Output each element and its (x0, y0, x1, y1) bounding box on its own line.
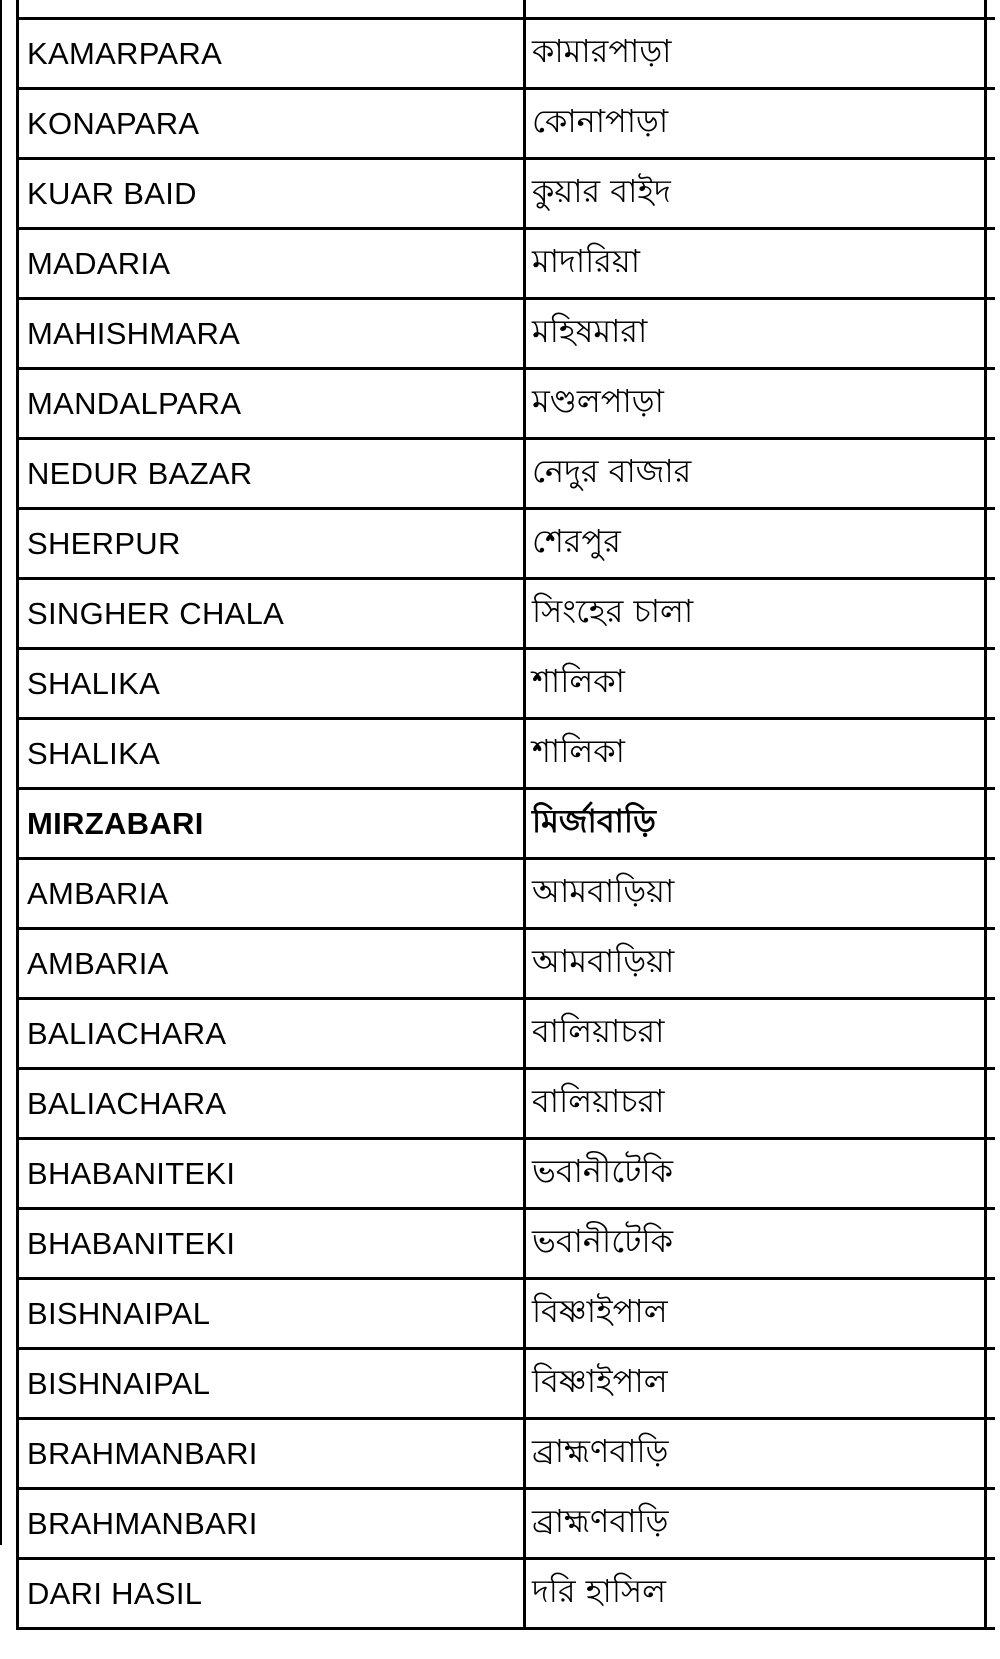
english-name-cell: KUAR BAID (18, 159, 525, 229)
bengali-name-cell: মহিষমারা (525, 299, 986, 369)
bengali-name-cell: ব্রাহ্মণবাড়ি (525, 1489, 986, 1559)
english-name-cell: MADARIA (18, 229, 525, 299)
english-name-cell: MANDALPARA (18, 369, 525, 439)
bengali-name-cell: বালিয়াচরা (525, 999, 986, 1069)
table-row (18, 1069, 996, 1139)
bengali-name-cell: শেরপুর (525, 509, 986, 579)
clipped-next-column (986, 299, 996, 369)
clipped-next-column (986, 159, 996, 229)
bengali-name-cell: মাদারিয়া (525, 229, 986, 299)
bengali-name-cell: ব্রাহ্মণবাড়ি (525, 1419, 986, 1489)
clipped-next-column (986, 579, 996, 649)
english-name-cell: AMBARIA (18, 859, 525, 929)
english-name-cell: BHABANITEKI (18, 1209, 525, 1279)
english-name-cell: KAMARPARA (18, 19, 525, 89)
clipped-next-column (986, 929, 996, 999)
bengali-name-cell: শালিকা (525, 719, 986, 789)
clipped-next-column (986, 1209, 996, 1279)
table-row (18, 999, 996, 1069)
english-name-cell: SHERPUR (18, 509, 525, 579)
english-name-cell: MIRZABARI (18, 789, 525, 859)
clipped-next-column (986, 1419, 996, 1489)
bengali-name-cell: মির্জাবাড়ি (525, 789, 986, 859)
clipped-next-column (986, 1349, 996, 1419)
table-row (18, 439, 996, 509)
table-row (18, 299, 996, 369)
bengali-name-cell: ভবানীটেকি (525, 1139, 986, 1209)
table-row (18, 369, 996, 439)
english-name-cell: BALIACHARA (18, 999, 525, 1069)
english-name-cell: AMBARIA (18, 929, 525, 999)
table-row (18, 229, 996, 299)
table-row (18, 159, 996, 229)
table-row (18, 1349, 996, 1419)
clipped-next-column (986, 789, 996, 859)
clipped-next-column (986, 1489, 996, 1559)
table-row (18, 1209, 996, 1279)
clipped-header-row (18, 0, 996, 19)
clipped-next-column (986, 649, 996, 719)
clipped-header-cell-english (18, 0, 525, 19)
clipped-next-column (986, 1139, 996, 1209)
table-row (18, 1559, 996, 1629)
clipped-next-column (986, 89, 996, 159)
table-row (18, 89, 996, 159)
clipped-next-column (986, 229, 996, 299)
table-row (18, 1279, 996, 1349)
bengali-name-cell: শালিকা (525, 649, 986, 719)
clipped-next-column (986, 999, 996, 1069)
bengali-name-cell: বিষ্ণাইপাল (525, 1279, 986, 1349)
clipped-next-column (986, 859, 996, 929)
table-row (18, 1489, 996, 1559)
table-row (18, 509, 996, 579)
clipped-next-column (986, 1559, 996, 1629)
english-name-cell: BALIACHARA (18, 1069, 525, 1139)
english-name-cell: DARI HASIL (18, 1559, 525, 1629)
table-row (18, 859, 996, 929)
table-row (18, 649, 996, 719)
english-name-cell: BRAHMANBARI (18, 1419, 525, 1489)
clipped-next-column (986, 19, 996, 89)
clipped-next-column (986, 1279, 996, 1349)
clipped-next-column (986, 1069, 996, 1139)
clipped-next-column (986, 0, 996, 19)
table-row (18, 719, 996, 789)
clipped-next-column (986, 509, 996, 579)
english-name-cell: BHABANITEKI (18, 1139, 525, 1209)
bengali-name-cell: বিষ্ণাইপাল (525, 1349, 986, 1419)
table-row (18, 929, 996, 999)
table-row (18, 579, 996, 649)
table-row (18, 1139, 996, 1209)
table-row (18, 1419, 996, 1489)
bengali-name-cell: আমবাড়িয়া (525, 859, 986, 929)
bengali-name-cell: দরি হাসিল (525, 1559, 986, 1629)
place-name-table (16, 0, 995, 1630)
bengali-name-cell: আমবাড়িয়া (525, 929, 986, 999)
table-body (18, 0, 996, 1629)
clipped-next-column (986, 439, 996, 509)
clipped-next-column (986, 369, 996, 439)
bengali-name-cell: কোনাপাড়া (525, 89, 986, 159)
bengali-name-cell: নেদুর বাজার (525, 439, 986, 509)
bengali-name-cell: কামারপাড়া (525, 19, 986, 89)
english-name-cell: NEDUR BAZAR (18, 439, 525, 509)
english-name-cell: SINGHER CHALA (18, 579, 525, 649)
bengali-name-cell: ভবানীটেকি (525, 1209, 986, 1279)
table-row (18, 789, 996, 859)
bengali-name-cell: সিংহের চালা (525, 579, 986, 649)
clipped-header-cell-bengali (525, 0, 986, 19)
english-name-cell: SHALIKA (18, 719, 525, 789)
bengali-name-cell: কুয়ার বাইদ (525, 159, 986, 229)
bengali-name-cell: মণ্ডলপাড়া (525, 369, 986, 439)
english-name-cell: MAHISHMARA (18, 299, 525, 369)
english-name-cell: KONAPARA (18, 89, 525, 159)
english-name-cell: BISHNAIPAL (18, 1279, 525, 1349)
left-column-border (0, 0, 2, 1545)
table-row (18, 19, 996, 89)
english-name-cell: SHALIKA (18, 649, 525, 719)
clipped-next-column (986, 719, 996, 789)
english-name-cell: BISHNAIPAL (18, 1349, 525, 1419)
english-name-cell: BRAHMANBARI (18, 1489, 525, 1559)
bengali-name-cell: বালিয়াচরা (525, 1069, 986, 1139)
